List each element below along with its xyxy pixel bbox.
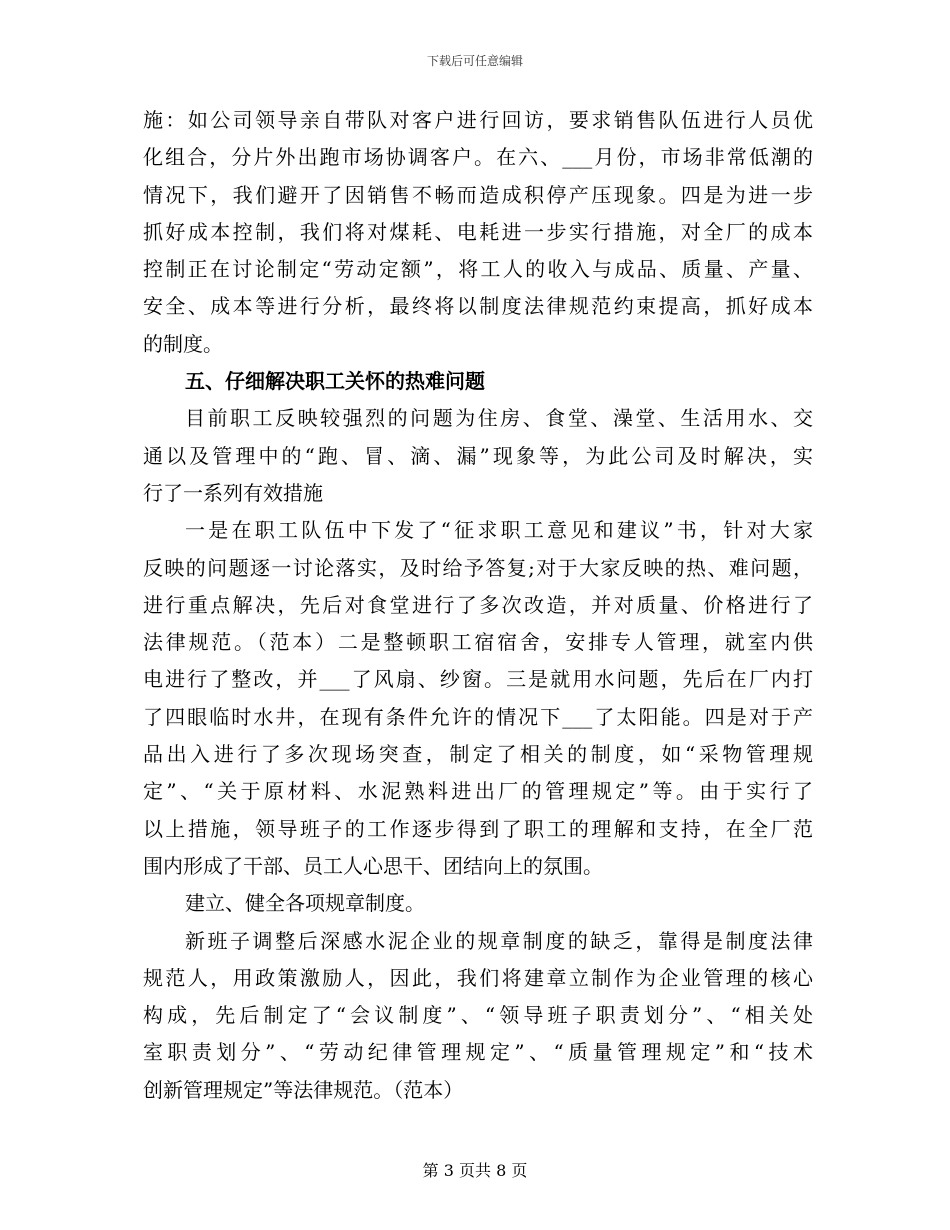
paragraph-line: 控制正在讨论制定“劳动定额”，将工人的收入与成品、质量、产量、 (143, 257, 813, 282)
paragraph-line: 电进行了整改，并___了风扇、纱窗。三是就用水问题，先后在厂内打 (143, 667, 813, 692)
paragraph-line: 行了一系列有效措施 (143, 480, 323, 505)
paragraph-line: 了四眼临时水井，在现有条件允许的情况下___了太阳能。四是对于产 (143, 704, 813, 729)
paragraph-line: 定”、“关于原材料、水泥熟料进出厂的管理规定”等。由于实行了 (143, 779, 813, 804)
paragraph-line: 进行重点解决，先后对食堂进行了多次改造，并对质量、价格进行了 (143, 592, 813, 617)
paragraph-line: 目前职工反映较强烈的问题为住房、食堂、澡堂、生活用水、交 (185, 406, 813, 431)
paragraph-line: 情况下，我们避开了因销售不畅而造成积停产压现象。四是为进一步 (143, 182, 813, 207)
paragraph-line: 新班子调整后深感水泥企业的规章制度的缺乏，靠得是制度法律 (185, 928, 813, 953)
paragraph-line: 安全、成本等进行分析，最终将以制度法律规范约束提高，抓好成本 (143, 294, 813, 319)
paragraph-line: 反映的问题逐一讨论落实，及时给予答复;对于大家反映的热、难问题， (143, 555, 813, 580)
paragraph-line: 抓好成本控制，我们将对煤耗、电耗进一步实行措施，对全厂的成本 (143, 219, 813, 244)
paragraph-line: 一是在职工队伍中下发了“征求职工意见和建议”书，针对大家 (185, 518, 813, 543)
section-heading: 五、仔细解决职工关怀的热难问题 (185, 369, 485, 394)
paragraph-line: 品出入进行了多次现场突查，制定了相关的制度，如“采物管理规 (143, 742, 813, 767)
paragraph-line: 化组合，分片外出跑市场协调客户。在六、___月份，市场非常低潮的 (143, 145, 813, 170)
paragraph-line: 创新管理规定”等法律规范。（范本） (143, 1077, 464, 1102)
paragraph-line: 规范人，用政策激励人，因此，我们将建章立制作为企业管理的核心 (143, 965, 813, 990)
paragraph-line: 建立、健全各项规章制度。 (185, 891, 425, 916)
paragraph-line: 构成，先后制定了“会议制度”、“领导班子职责划分”、“相关处 (143, 1003, 813, 1028)
paragraph-line: 以上措施，领导班子的工作逐步得到了职工的理解和支持，在全厂范 (143, 816, 813, 841)
paragraph-line: 围内形成了干部、员工人心思干、团结向上的氛围。 (143, 853, 603, 878)
paragraph-line: 施：如公司领导亲自带队对客户进行回访，要求销售队伍进行人员优 (143, 108, 813, 132)
document-body (143, 102, 813, 1109)
page-header: 下载后可任意编辑 (426, 54, 523, 68)
paragraph-line: 法律规范。（范本）二是整顿职工宿宿舍，安排专人管理，就室内供 (143, 630, 813, 655)
paragraph-line: 的制度。 (143, 331, 223, 356)
paragraph-line: 通以及管理中的“跑、冒、滴、漏”现象等，为此公司及时解决，实 (143, 443, 813, 468)
page-footer: 第 3 页共 8 页 (422, 1161, 528, 1180)
paragraph-line: 室职责划分”、“劳动纪律管理规定”、“质量管理规定”和“技术 (143, 1040, 813, 1065)
